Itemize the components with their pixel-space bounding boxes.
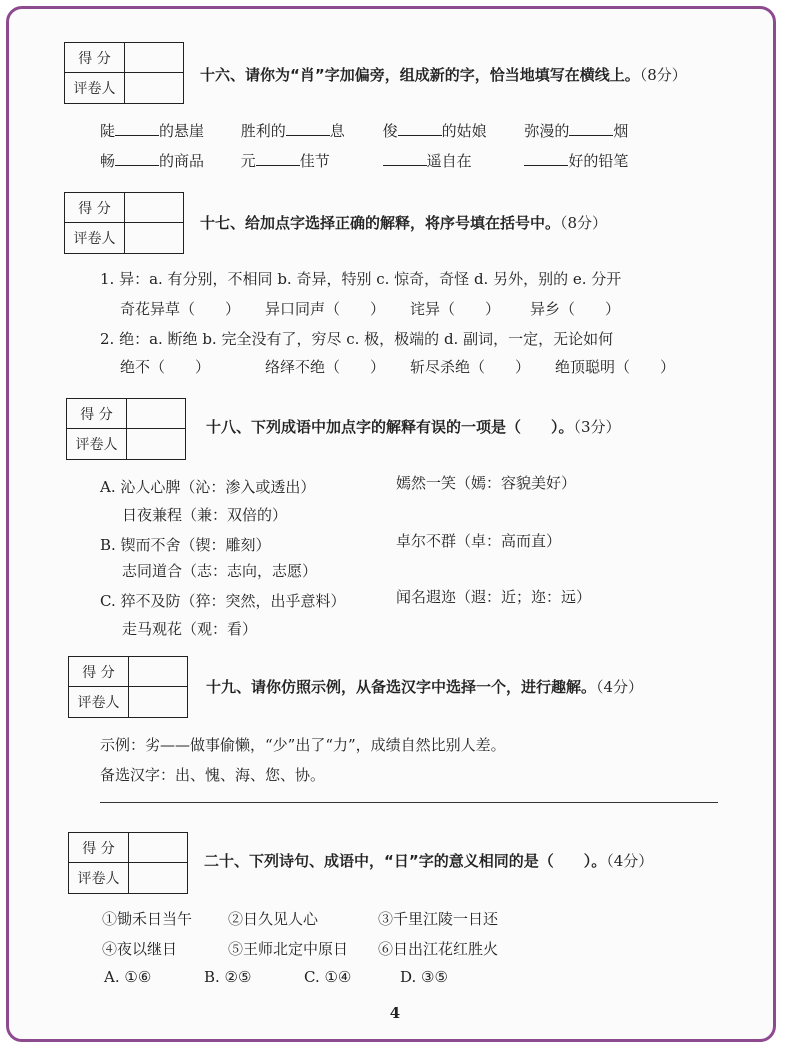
q18-option-b1: B. 锲而不舍（锲：雕刻） (100, 536, 271, 554)
q16-heading: 十六、请你为“肖”字加偏旁，组成新的字，恰当地填写在横线上。（8分） (200, 66, 687, 84)
q17-heading: 十七、给加点字选择正确的解释，将序号填在括号中。（8分） (200, 214, 608, 232)
score-cell[interactable] (125, 193, 183, 223)
grader-label: 评卷人 (69, 863, 129, 893)
score-box-q20 (68, 832, 188, 894)
q18-option-b3: 志同道合（志：志向，志愿） (122, 562, 318, 580)
q16-row2: 畅 的商品 元 佳节 遥自在 好的铅笔 (100, 152, 629, 170)
grader-cell[interactable] (127, 429, 185, 459)
answer-line[interactable] (100, 802, 718, 803)
score-cell[interactable] (129, 657, 187, 687)
q17-item2-definitions: 2. 绝：a. 断绝 b. 完全没有了，穷尽 c. 极，极端的 d. 副词，一定，无论如何 (100, 330, 614, 348)
q18-option-a3: 日夜兼程（兼：双倍的） (122, 506, 288, 524)
score-box-q16 (64, 42, 184, 104)
score-box-q18 (66, 398, 186, 460)
q20-answers: A. ①⑥ B. ②⑤ C. ①④ D. ③⑤ (104, 968, 448, 986)
q18-option-a2: 嫣然一笑（嫣：容貌美好） (396, 474, 577, 492)
grader-label: 评卷人 (65, 73, 125, 103)
score-label: 得 分 (67, 399, 127, 429)
fill-blank[interactable] (286, 121, 330, 136)
q17-item2-words: 绝不（ ） 络绎不绝（ ） 斩尽杀绝（ ） 绝顶聪明（ ） (120, 358, 676, 376)
score-label: 得 分 (69, 657, 129, 687)
fill-blank[interactable] (524, 151, 568, 166)
score-label: 得 分 (69, 833, 129, 863)
grader-label: 评卷人 (69, 687, 129, 717)
q17-item1-definitions: 1. 异：a. 有分别，不相同 b. 奇异，特别 c. 惊奇，奇怪 d. 另外，别的 e. 分开 (100, 270, 622, 288)
q19-example: 示例：劣——做事偷懒，“少”出了“力”，成绩自然比别人差。 (100, 736, 506, 754)
score-box-q19 (68, 656, 188, 718)
score-label: 得 分 (65, 193, 125, 223)
fill-blank[interactable] (398, 121, 442, 136)
q20-heading: 二十、下列诗句、成语中，“日”字的意义相同的是（ ）。（4分） (204, 852, 654, 870)
score-cell[interactable] (129, 833, 187, 863)
grader-label: 评卷人 (65, 223, 125, 253)
fill-blank[interactable] (569, 121, 613, 136)
q18-option-a1: A. 沁人心脾（沁：渗入或透出） (100, 478, 316, 496)
page-number: 4 (389, 1004, 401, 1022)
fill-blank[interactable] (256, 151, 300, 166)
q17-item1-words: 奇花异草（ ） 异口同声（ ） 诧异（ ） 异乡（ ） (120, 300, 621, 318)
q16-row1: 陡 的悬崖 胜利的 息 俊 的姑娘 弥漫的 烟 (100, 122, 629, 140)
score-cell[interactable] (125, 43, 183, 73)
q18-heading: 十八、下列成语中加点字的解释有误的一项是（ ）。（3分） (206, 418, 621, 436)
q20-row2: ④夜以继日 ⑤王师北定中原日 ⑥日出江花红胜火 (102, 940, 499, 958)
q18-option-c2: 闻名遐迩（遐：近；迩：远） (396, 588, 592, 606)
grader-cell[interactable] (125, 223, 183, 253)
q18-option-c3: 走马观花（观：看） (122, 620, 258, 638)
grader-cell[interactable] (129, 687, 187, 717)
q20-row1: ①锄禾日当午 ②日久见人心 ③千里江陵一日还 (102, 910, 499, 928)
q19-heading: 十九、请你仿照示例，从备选汉字中选择一个，进行趣解。（4分） (206, 678, 644, 696)
q19-options: 备选汉字：出、愧、海、您、协。 (100, 766, 326, 784)
grader-label: 评卷人 (67, 429, 127, 459)
fill-blank[interactable] (115, 121, 159, 136)
grader-cell[interactable] (125, 73, 183, 103)
fill-blank[interactable] (115, 151, 159, 166)
grader-cell[interactable] (129, 863, 187, 893)
q18-option-b2: 卓尔不群（卓：高而直） (396, 532, 562, 550)
score-box-q17 (64, 192, 184, 254)
fill-blank[interactable] (383, 151, 427, 166)
q18-option-c1: C. 猝不及防（猝：突然，出乎意料） (100, 592, 346, 610)
score-label: 得 分 (65, 43, 125, 73)
score-cell[interactable] (127, 399, 185, 429)
